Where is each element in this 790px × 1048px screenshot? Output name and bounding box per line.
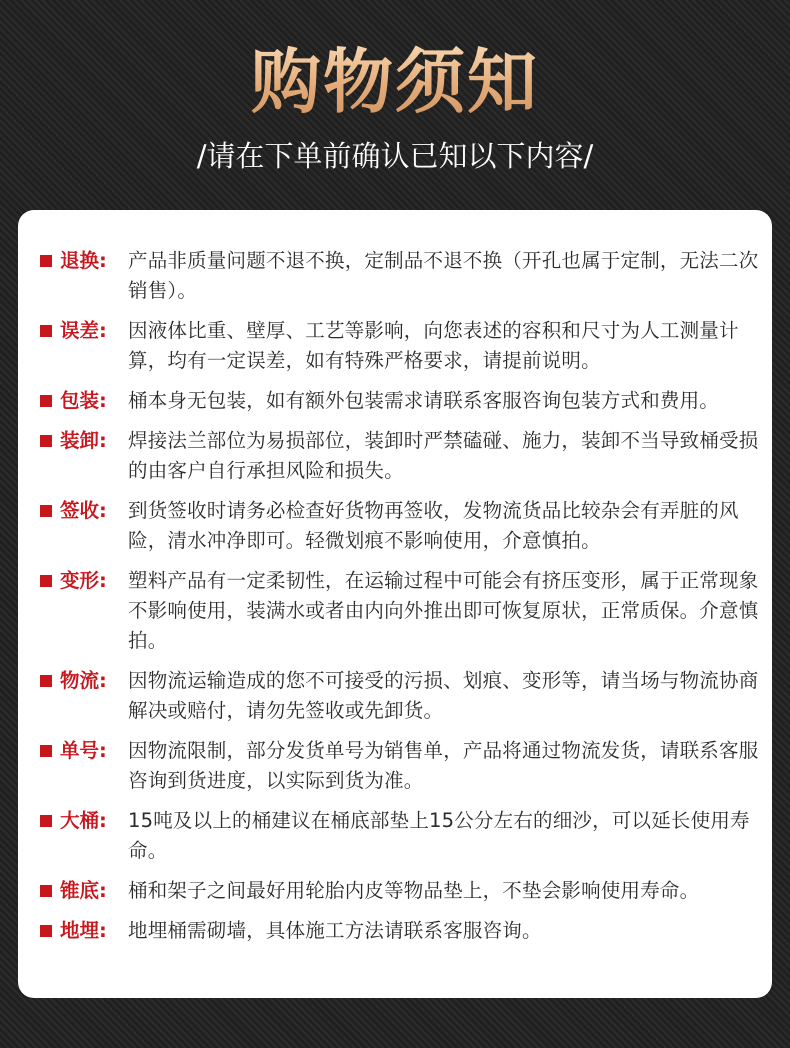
rule-item-packaging: [40, 386, 772, 416]
rule-item-return: [40, 246, 772, 306]
rule-item-cone-bottom: [40, 876, 772, 906]
rule-label: 误差:: [60, 319, 107, 342]
square-bullet-icon: [40, 435, 52, 447]
rule-label: 单号:: [60, 739, 107, 762]
rule-text: 因物流限制，部分发货单号为销售单，产品将通过物流发货，请联系客服咨询到货进度，以实际到货为准。: [128, 739, 759, 792]
rule-text: 桶本身无包装，如有额外包装需求请联系客服咨询包装方式和费用。: [128, 389, 720, 412]
rule-label: 地埋:: [60, 919, 107, 942]
square-bullet-icon: [40, 325, 52, 337]
rule-item-large-tank: [40, 806, 772, 866]
rule-label: 锥底:: [60, 879, 107, 902]
rule-label: 物流:: [60, 669, 107, 692]
square-bullet-icon: [40, 815, 52, 827]
rule-item-handling: [40, 426, 772, 486]
rule-text: 因物流运输造成的您不可接受的污损、划痕、变形等，请当场与物流协商解决或赔付，请勿先签收或先卸货。: [128, 669, 759, 722]
square-bullet-icon: [40, 925, 52, 937]
rule-text: 因液体比重、壁厚、工艺等影响，向您表述的容积和尺寸为人工测量计算，均有一定误差，如有特殊严格要求，请提前说明。: [128, 319, 739, 372]
notice-card: [18, 210, 772, 998]
square-bullet-icon: [40, 745, 52, 757]
rule-item-tracking-number: [40, 736, 772, 796]
rule-item-deformation: [40, 566, 772, 656]
rules-list: [40, 246, 772, 956]
rule-label: 大桶:: [60, 809, 107, 832]
square-bullet-icon: [40, 885, 52, 897]
rule-item-underground: [40, 916, 772, 946]
rule-label: 包装:: [60, 389, 107, 412]
rule-item-receipt: [40, 496, 772, 556]
page-title: 购物须知: [0, 40, 790, 124]
rule-text: 焊接法兰部位为易损部位，装卸时严禁磕碰、施力，装卸不当导致桶受损的由客户自行承担风险和损失。: [128, 429, 759, 482]
square-bullet-icon: [40, 255, 52, 267]
square-bullet-icon: [40, 575, 52, 587]
rule-label: 装卸:: [60, 429, 107, 452]
rule-text: 桶和架子之间最好用轮胎内皮等物品垫上，不垫会影响使用寿命。: [128, 879, 700, 902]
page-subtitle: /请在下单前确认已知以下内容/: [196, 139, 594, 173]
square-bullet-icon: [40, 395, 52, 407]
rule-item-tolerance: [40, 316, 772, 376]
rule-text: 产品非质量问题不退不换，定制品不退不换（开孔也属于定制，无法二次销售）。: [128, 249, 759, 302]
rule-text: 地埋桶需砌墙，具体施工方法请联系客服咨询。: [128, 919, 542, 942]
rule-text: 到货签收时请务必检查好货物再签收，发物流货品比较杂会有弄脏的风险，清水冲净即可。轻微划痕不影响使用，介意慎拍。: [128, 499, 739, 552]
rule-label: 变形:: [60, 569, 107, 592]
rule-item-logistics: [40, 666, 772, 726]
rule-label: 退换:: [60, 249, 107, 272]
rule-label: 签收:: [60, 499, 107, 522]
rule-text: 15吨及以上的桶建议在桶底部垫上15公分左右的细沙，可以延长使用寿命。: [128, 809, 750, 862]
square-bullet-icon: [40, 505, 52, 517]
rule-text: 塑料产品有一定柔韧性，在运输过程中可能会有挤压变形，属于正常现象不影响使用，装满水或者由内向外推出即可恢复原状，正常质保。介意慎拍。: [128, 569, 759, 652]
square-bullet-icon: [40, 675, 52, 687]
